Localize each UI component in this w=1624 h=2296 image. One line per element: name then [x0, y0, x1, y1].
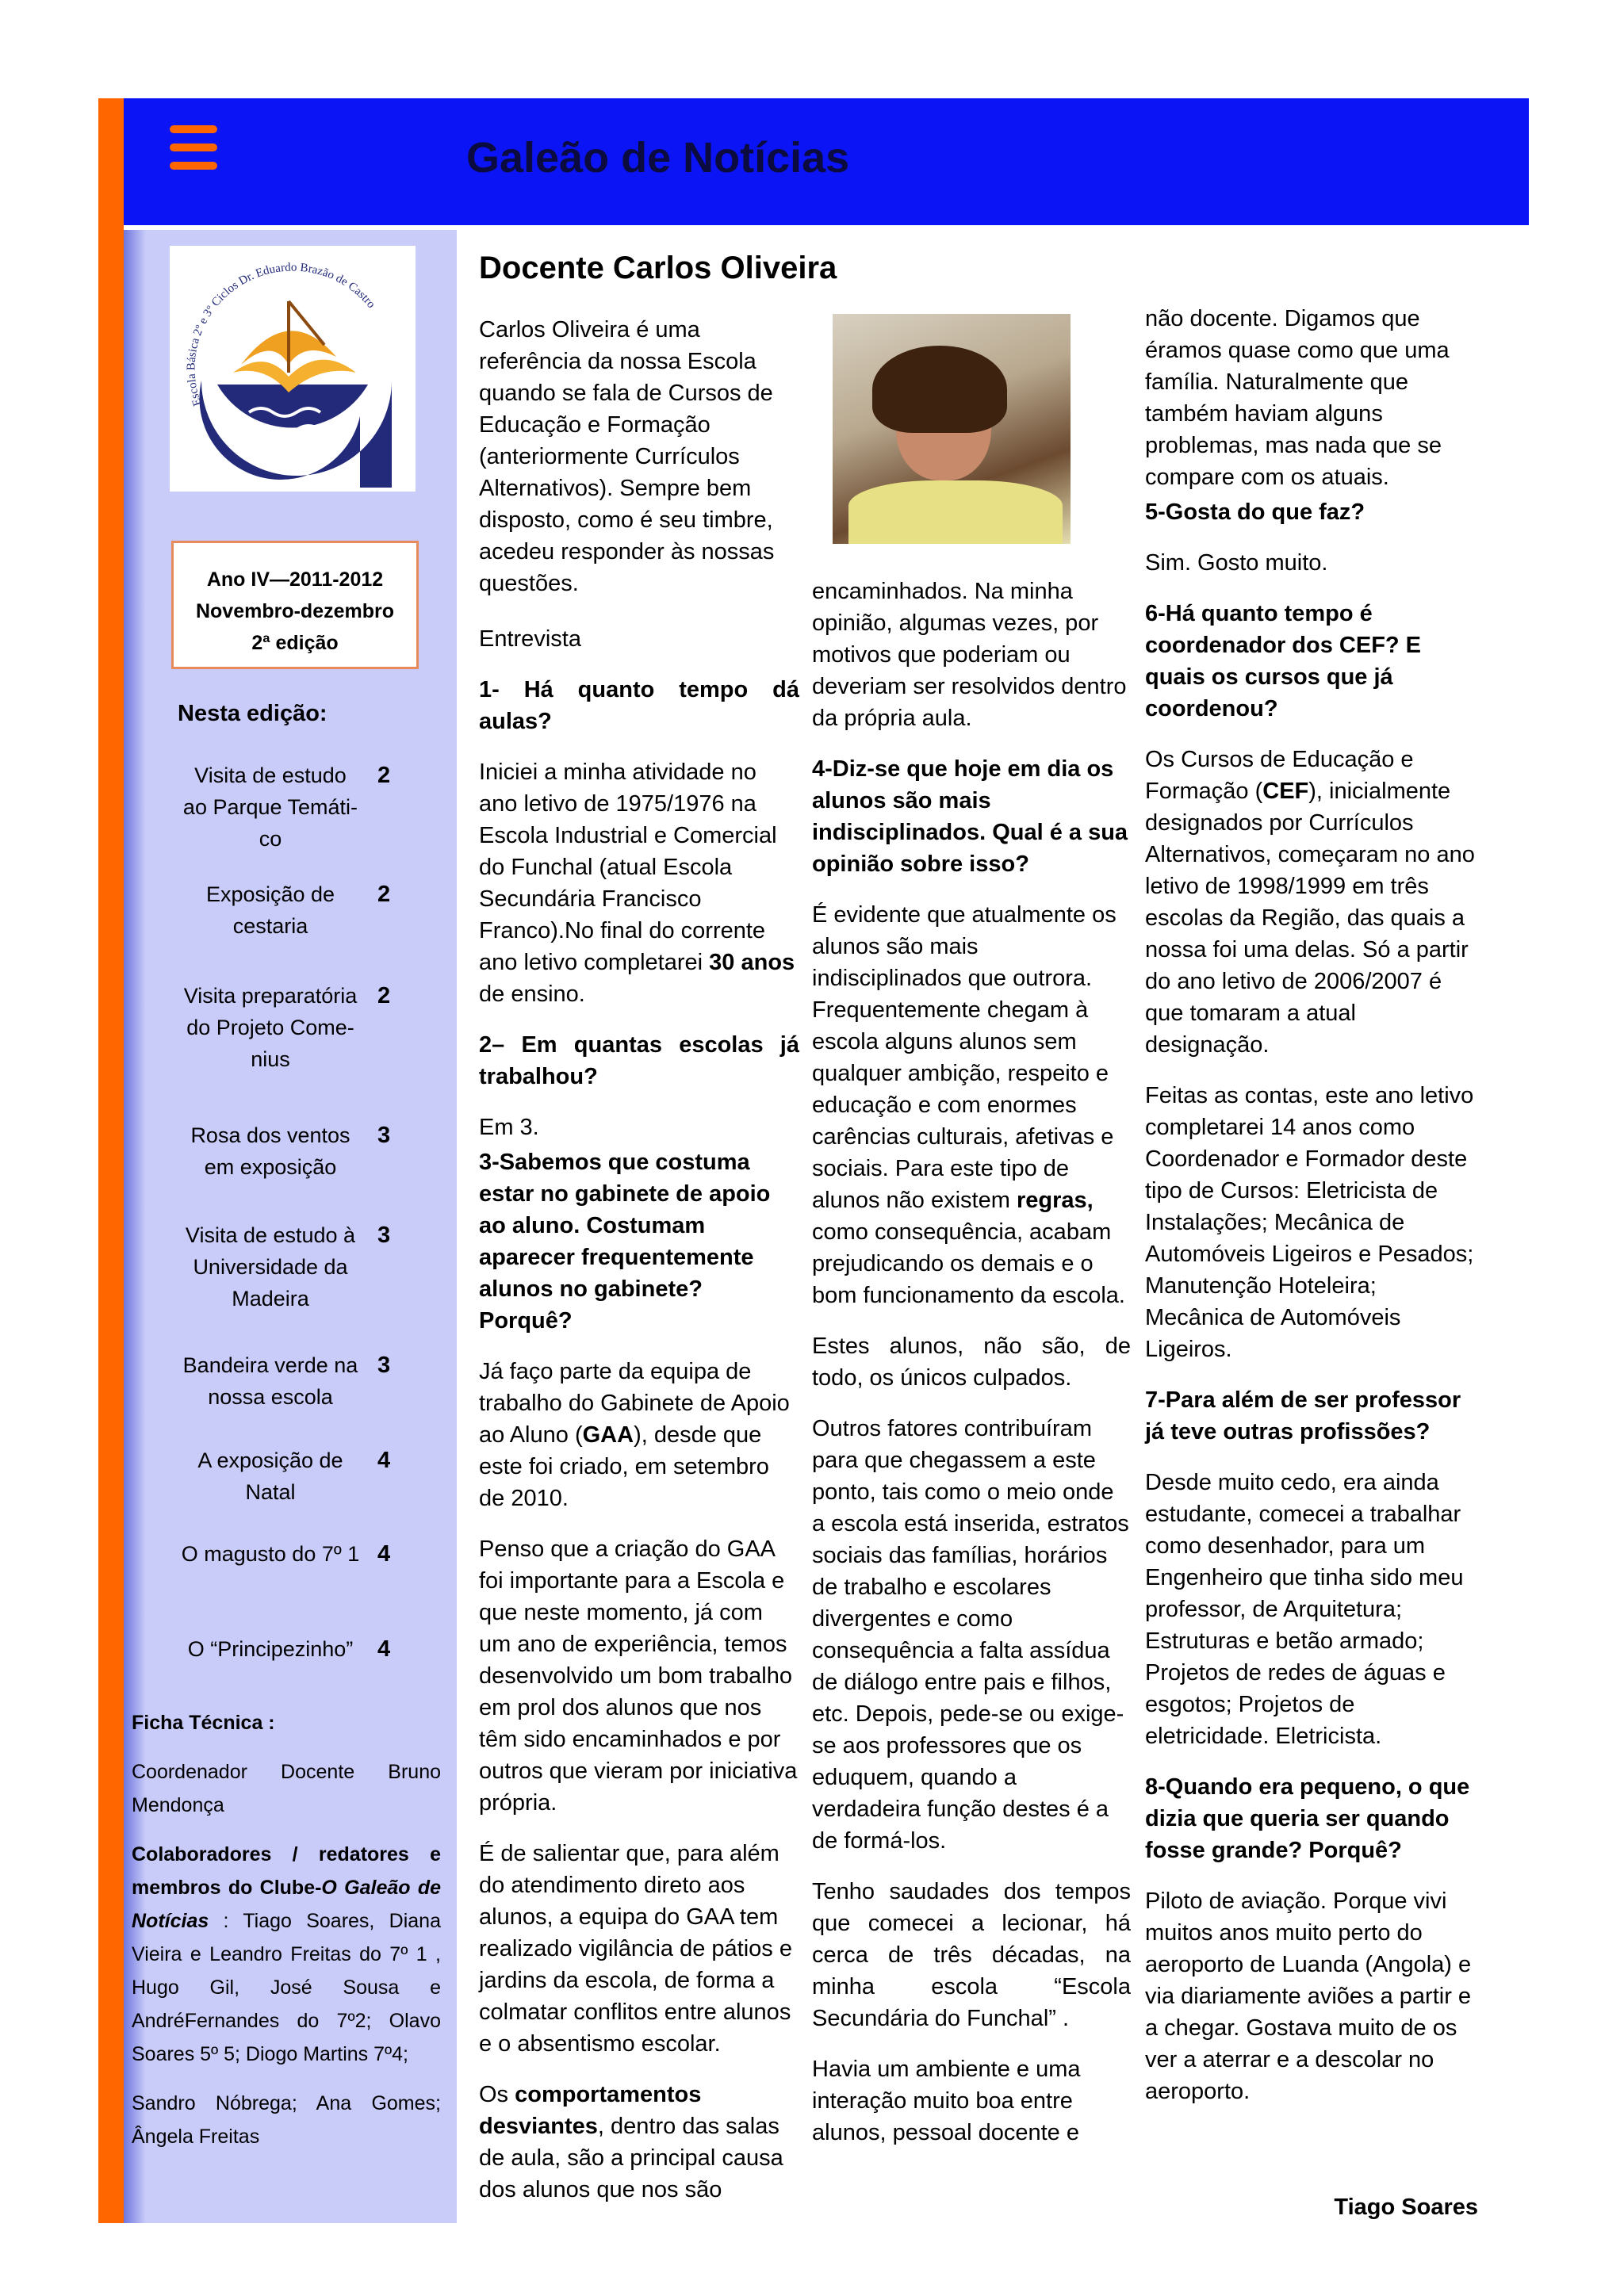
left-accent-bar	[98, 98, 124, 2223]
answer-3d: Os comportamentos desviantes, dentro das salas de aula, são a principal causa dos alunos que nos são	[479, 2082, 783, 2202]
answer-3b: Penso que a criação do GAA foi importante para a Escola e que neste momento, já com um ano de experiência, temos desenvolvido um bom trabalho em prol dos alunos que nos têm sido encaminhados e por outros que vieram por iniciativa própria.	[479, 1536, 798, 1816]
teacher-photo	[833, 314, 1071, 544]
answer-5: Sim. Gosto muito.	[1145, 550, 1328, 576]
edition-months: Novembro-dezembro	[195, 600, 395, 622]
toc-item[interactable]: Visita preparatória do Projeto Come- nius	[183, 984, 358, 1071]
toc-page-number: 4	[377, 1541, 391, 1567]
newsletter-title: Galeão de Notícias	[466, 134, 850, 182]
article-title: Docente Carlos Oliveira	[479, 251, 837, 285]
toc-item[interactable]: O “Principezinho”	[187, 1637, 354, 1661]
toc-page-number: 2	[377, 983, 391, 1008]
toc-item[interactable]: Visita de estudo ao Parque Temáti- co	[182, 763, 358, 851]
toc-page-number: 2	[377, 882, 391, 907]
toc-page-number: 3	[377, 1123, 391, 1148]
toc-item[interactable]: Visita de estudo à Universidade da Madeira	[185, 1223, 356, 1311]
answer-8: Piloto de aviação. Porque vivi muitos anos muito perto do aeroporto de Luanda (Angola) e via diariamente aviões a partir e a chegar. Gostava muito de os ver a aterrar e a descolar no aeroporto.	[1145, 1888, 1472, 2104]
question-8: 8-Quando era pequeno, o que dizia que queria ser quando fosse grande? Porquê?	[1145, 1774, 1470, 1863]
ficha-coordenador: Coordenador Docente Bruno Mendonça	[132, 1761, 441, 1816]
answer-6a: Os Cursos de Educação e Formação (CEF), inicialmente designados por Currículos Alternativos, começaram no ano letivo de 1998/1999 em três escolas da Região, das quais a nossa foi uma delas. Só a partir do ano letivo de 2006/2007 é que tomaram a atual designação.	[1145, 747, 1475, 1058]
edition-year: Ano IV—2011-2012	[206, 568, 384, 591]
school-logo	[170, 246, 416, 492]
article-column-1	[479, 314, 799, 2225]
toc-item[interactable]: Exposição de cestaria	[205, 882, 335, 938]
question-4: 4-Diz-se que hoje em dia os alunos são mais indisciplinados. Qual é a sua opinião sobre isso?	[812, 756, 1128, 877]
edition-box	[171, 541, 419, 669]
answer-6b: Feitas as contas, este ano letivo completarei 14 anos como Coordenador e Formador deste tipo de Cursos: Eletricista de Instalações; Mecânica de Automóveis Ligeiros e Pesados; Manutenção Hoteleira; Mecânica de Automóveis Ligeiros.	[1145, 1083, 1474, 1362]
logo-text: Escola Básica 2º e 3º Ciclos Dr. Eduardo Brazão de Castro	[185, 261, 378, 408]
question-6: 6-Há quanto tempo é coordenador dos CEF? E quais os cursos que já coordenou?	[1145, 601, 1422, 721]
answer-2: Em 3.	[479, 1115, 539, 1140]
answer-4e: Havia um ambiente e uma interação muito boa entre alunos, pessoal docente e	[812, 2057, 1081, 2145]
answer-4b: Estes alunos, não são, de todo, os únicos culpados.	[812, 1334, 1131, 1391]
article-author: Tiago Soares	[1334, 2195, 1478, 2220]
toc-item[interactable]: O magusto do 7º 1	[181, 1542, 360, 1566]
toc-page-number: 4	[377, 1448, 391, 1473]
answer-4c: Outros fatores contribuíram para que chegassem a este ponto, tais como o meio onde a escola está inserida, estratos sociais das famílias, horários de trabalho e escolares divergentes e como consequência a falta assídua de diálogo entre pais e filhos, etc. Depois, pede-se ou exige-se aos professores que os eduquem, quando a verdadeira função destes é a de formá-los.	[812, 1416, 1129, 1854]
toc-item[interactable]: Bandeira verde na nossa escola	[182, 1353, 358, 1409]
ficha-colaboradores: Colaboradores / redatores e membros do Clube-O Galeão de Notícias : Tiago Soares, Diana Vieira e Leandro Freitas do 7º 1 , Hugo Gil, José Sousa e AndréFernandes do 7º2; Olavo Soares 5º 5; Diogo Martins 7º4;	[132, 1843, 441, 2065]
question-7: 7-Para além de ser professor já teve outras profissões?	[1145, 1387, 1461, 1445]
answer-3-continued: encaminhados. Na minha opinião, algumas vezes, por motivos que poderiam ou deveriam ser resolvidos dentro da própria aula.	[812, 579, 1127, 731]
menu-icon[interactable]	[170, 125, 217, 173]
edition-number: 2ª edição	[251, 632, 339, 654]
toc-page-number: 2	[377, 763, 391, 788]
article-column-2	[812, 576, 1131, 2168]
toc-page-number: 3	[377, 1353, 391, 1378]
toc-page-number: 4	[377, 1636, 391, 1662]
answer-7: Desde muito cedo, era ainda estudante, comecei a trabalhar como desenhador, para um Engenheiro que tinha sido meu professor, de Arquitetura; Estruturas e betão armado; Projetos de redes de águas e esgotos; Projetos de eletricidade. Eletricista.	[1145, 1470, 1464, 1749]
toc-page-number: 3	[377, 1223, 391, 1248]
answer-4d: Tenho saudades dos tempos que comecei a lecionar, há cerca de três décadas, na minha escola “Escola Secundária do Funchal” .	[812, 1879, 1131, 2031]
answer-3c: É de salientar que, para além do atendimento direto aos alunos, a equipa do GAA tem realizado vigilância de pátios e jardins da escola, de forma a colmatar conflitos entre alunos e o absentismo escolar.	[479, 1841, 792, 2057]
answer-3a: Já faço parte da equipa de trabalho do Gabinete de Apoio ao Aluno (GAA), desde que este foi criado, em setembro de 2010.	[479, 1359, 790, 1511]
article-intro: Carlos Oliveira é uma referência da nossa Escola quando se fala de Cursos de Educação e Formação (anteriormente Currículos Alternativos). Sempre bem disposto, como é seu timbre, acedeu responder às nossas questões.	[479, 317, 775, 596]
ficha-others: Sandro Nóbrega; Ana Gomes; Ângela Freitas	[132, 2092, 441, 2148]
question-2: 2– Em quantas escolas já trabalhou?	[479, 1032, 799, 1089]
answer-4a: É evidente que atualmente os alunos são mais indisciplinados que outrora. Frequentemente chegam à escola alguns alunos sem qualquer ambição, respeito e educação e com enormes carências culturais, afetivas e sociais. Para este tipo de alunos não existem regras, como consequência, acabam prejudicando os demais e o bom funcionamento da escola.	[812, 902, 1125, 1308]
answer-4-continued: não docente. Digamos que éramos quase como que uma família. Naturalmente que também haviam alguns problemas, mas nada que se compare com os atuais.	[1145, 306, 1450, 490]
question-3: 3-Sabemos que costuma estar no gabinete de apoio ao aluno. Costumam aparecer frequentemente alunos no gabinete? Porquê?	[479, 1150, 771, 1334]
answer-1: Iniciei a minha atividade no ano letivo de 1975/1976 na Escola Industrial e Comercial do Funchal (atual Escola Secundária Francisco Franco).No final do corrente ano letivo completarei 30 anos de ensino.	[479, 760, 795, 1007]
article-column-3	[1145, 303, 1478, 2126]
question-5: 5-Gosta do que faz?	[1145, 499, 1365, 525]
toc-heading: Nesta edição:	[178, 701, 327, 726]
ficha-tecnica	[132, 1706, 441, 2153]
toc-item[interactable]: Rosa dos ventos em exposição	[190, 1123, 350, 1179]
interview-label: Entrevista	[479, 626, 581, 652]
question-1: 1- Há quanto tempo dá aulas?	[479, 677, 799, 734]
ficha-title: Ficha Técnica :	[132, 1712, 275, 1734]
toc-item[interactable]: A exposição de Natal	[197, 1448, 343, 1504]
